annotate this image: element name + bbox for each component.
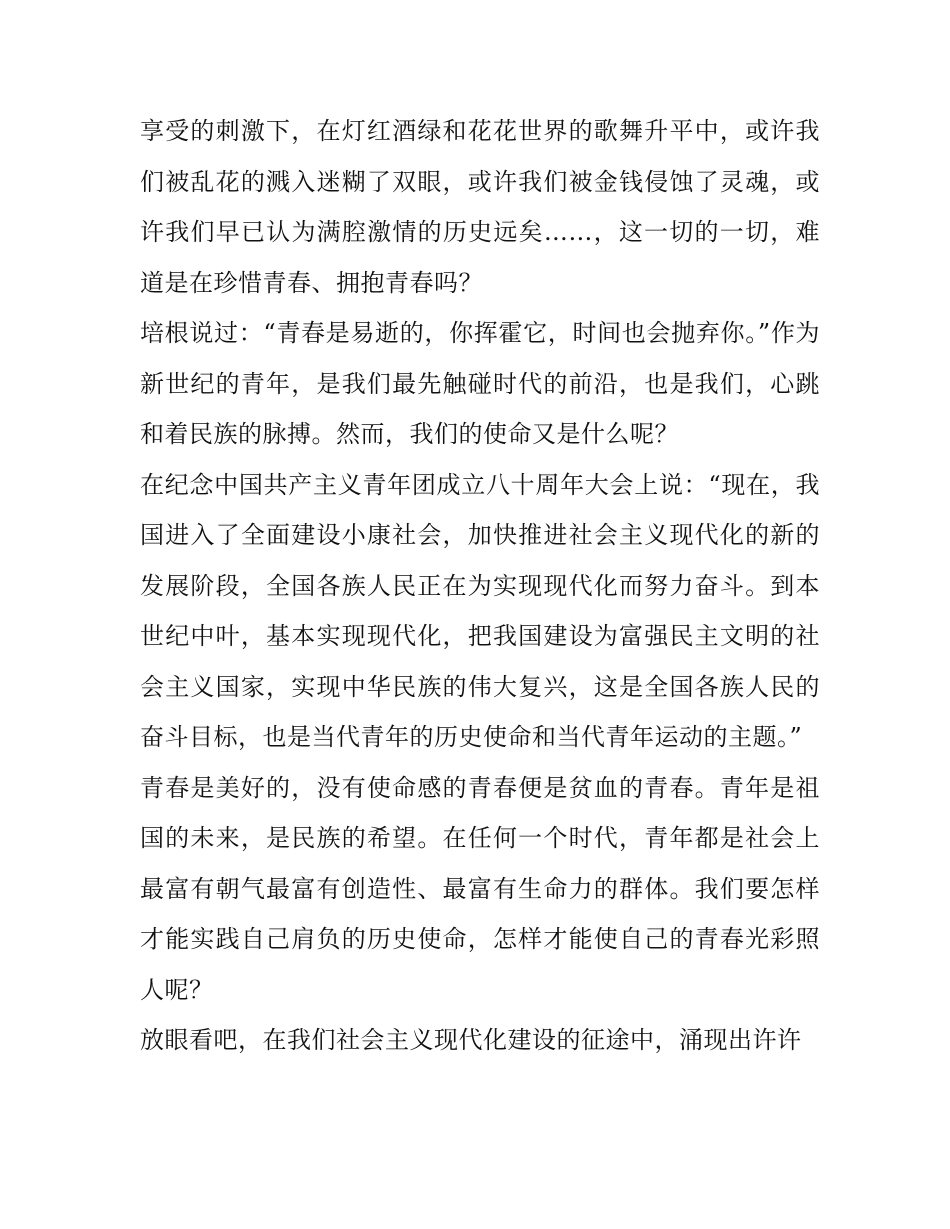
paragraph-3: 在纪念中国共产主义青年团成立八十周年大会上说：“现在，我国进入了全面建设小康社会，加快推进社会主义现代化的新的发展阶段，全国各族人民正在为实现现代化而努力奋斗。到本世纪中叶，基本实现现代化，把我国建设为富强民主文明的社会主义国家，实现中华民族的伟大复兴，这是全国各族人民的奋斗目标，也是当代青年的历史使命和当代青年运动的主题。” <box>140 470 820 751</box>
paragraph-2: 培根说过：“青春是易逝的，你挥霍它，时间也会抛弃你。”作为新世纪的青年，是我们最先触碰时代的前沿，也是我们，心跳和着民族的脉搏。然而，我们的使命又是什么呢？ <box>140 319 820 448</box>
paragraph-1: 享受的刺激下，在灯红酒绿和花花世界的歌舞升平中，或许我们被乱花的溅入迷糊了双眼，或许我们被金钱侵蚀了灵魂，或许我们早已认为满腔激情的历史远矣……，这一切的一切，难道是在珍惜青春、拥抱青春吗？ <box>140 117 820 297</box>
paragraph-5: 放眼看吧，在我们社会主义现代化建设的征途中，涌现出许许 <box>140 1026 802 1054</box>
paragraph-4: 青春是美好的，没有使命感的青春便是贫血的青春。青年是祖国的未来，是民族的希望。在任何一个时代，青年都是社会上最富有朝气最富有创造性、最富有生命力的群体。我们要怎样才能实践自己肩负的历史使命，怎样才能使自己的青春光彩照人呢？ <box>140 773 820 1004</box>
document-body <box>140 106 820 1066</box>
